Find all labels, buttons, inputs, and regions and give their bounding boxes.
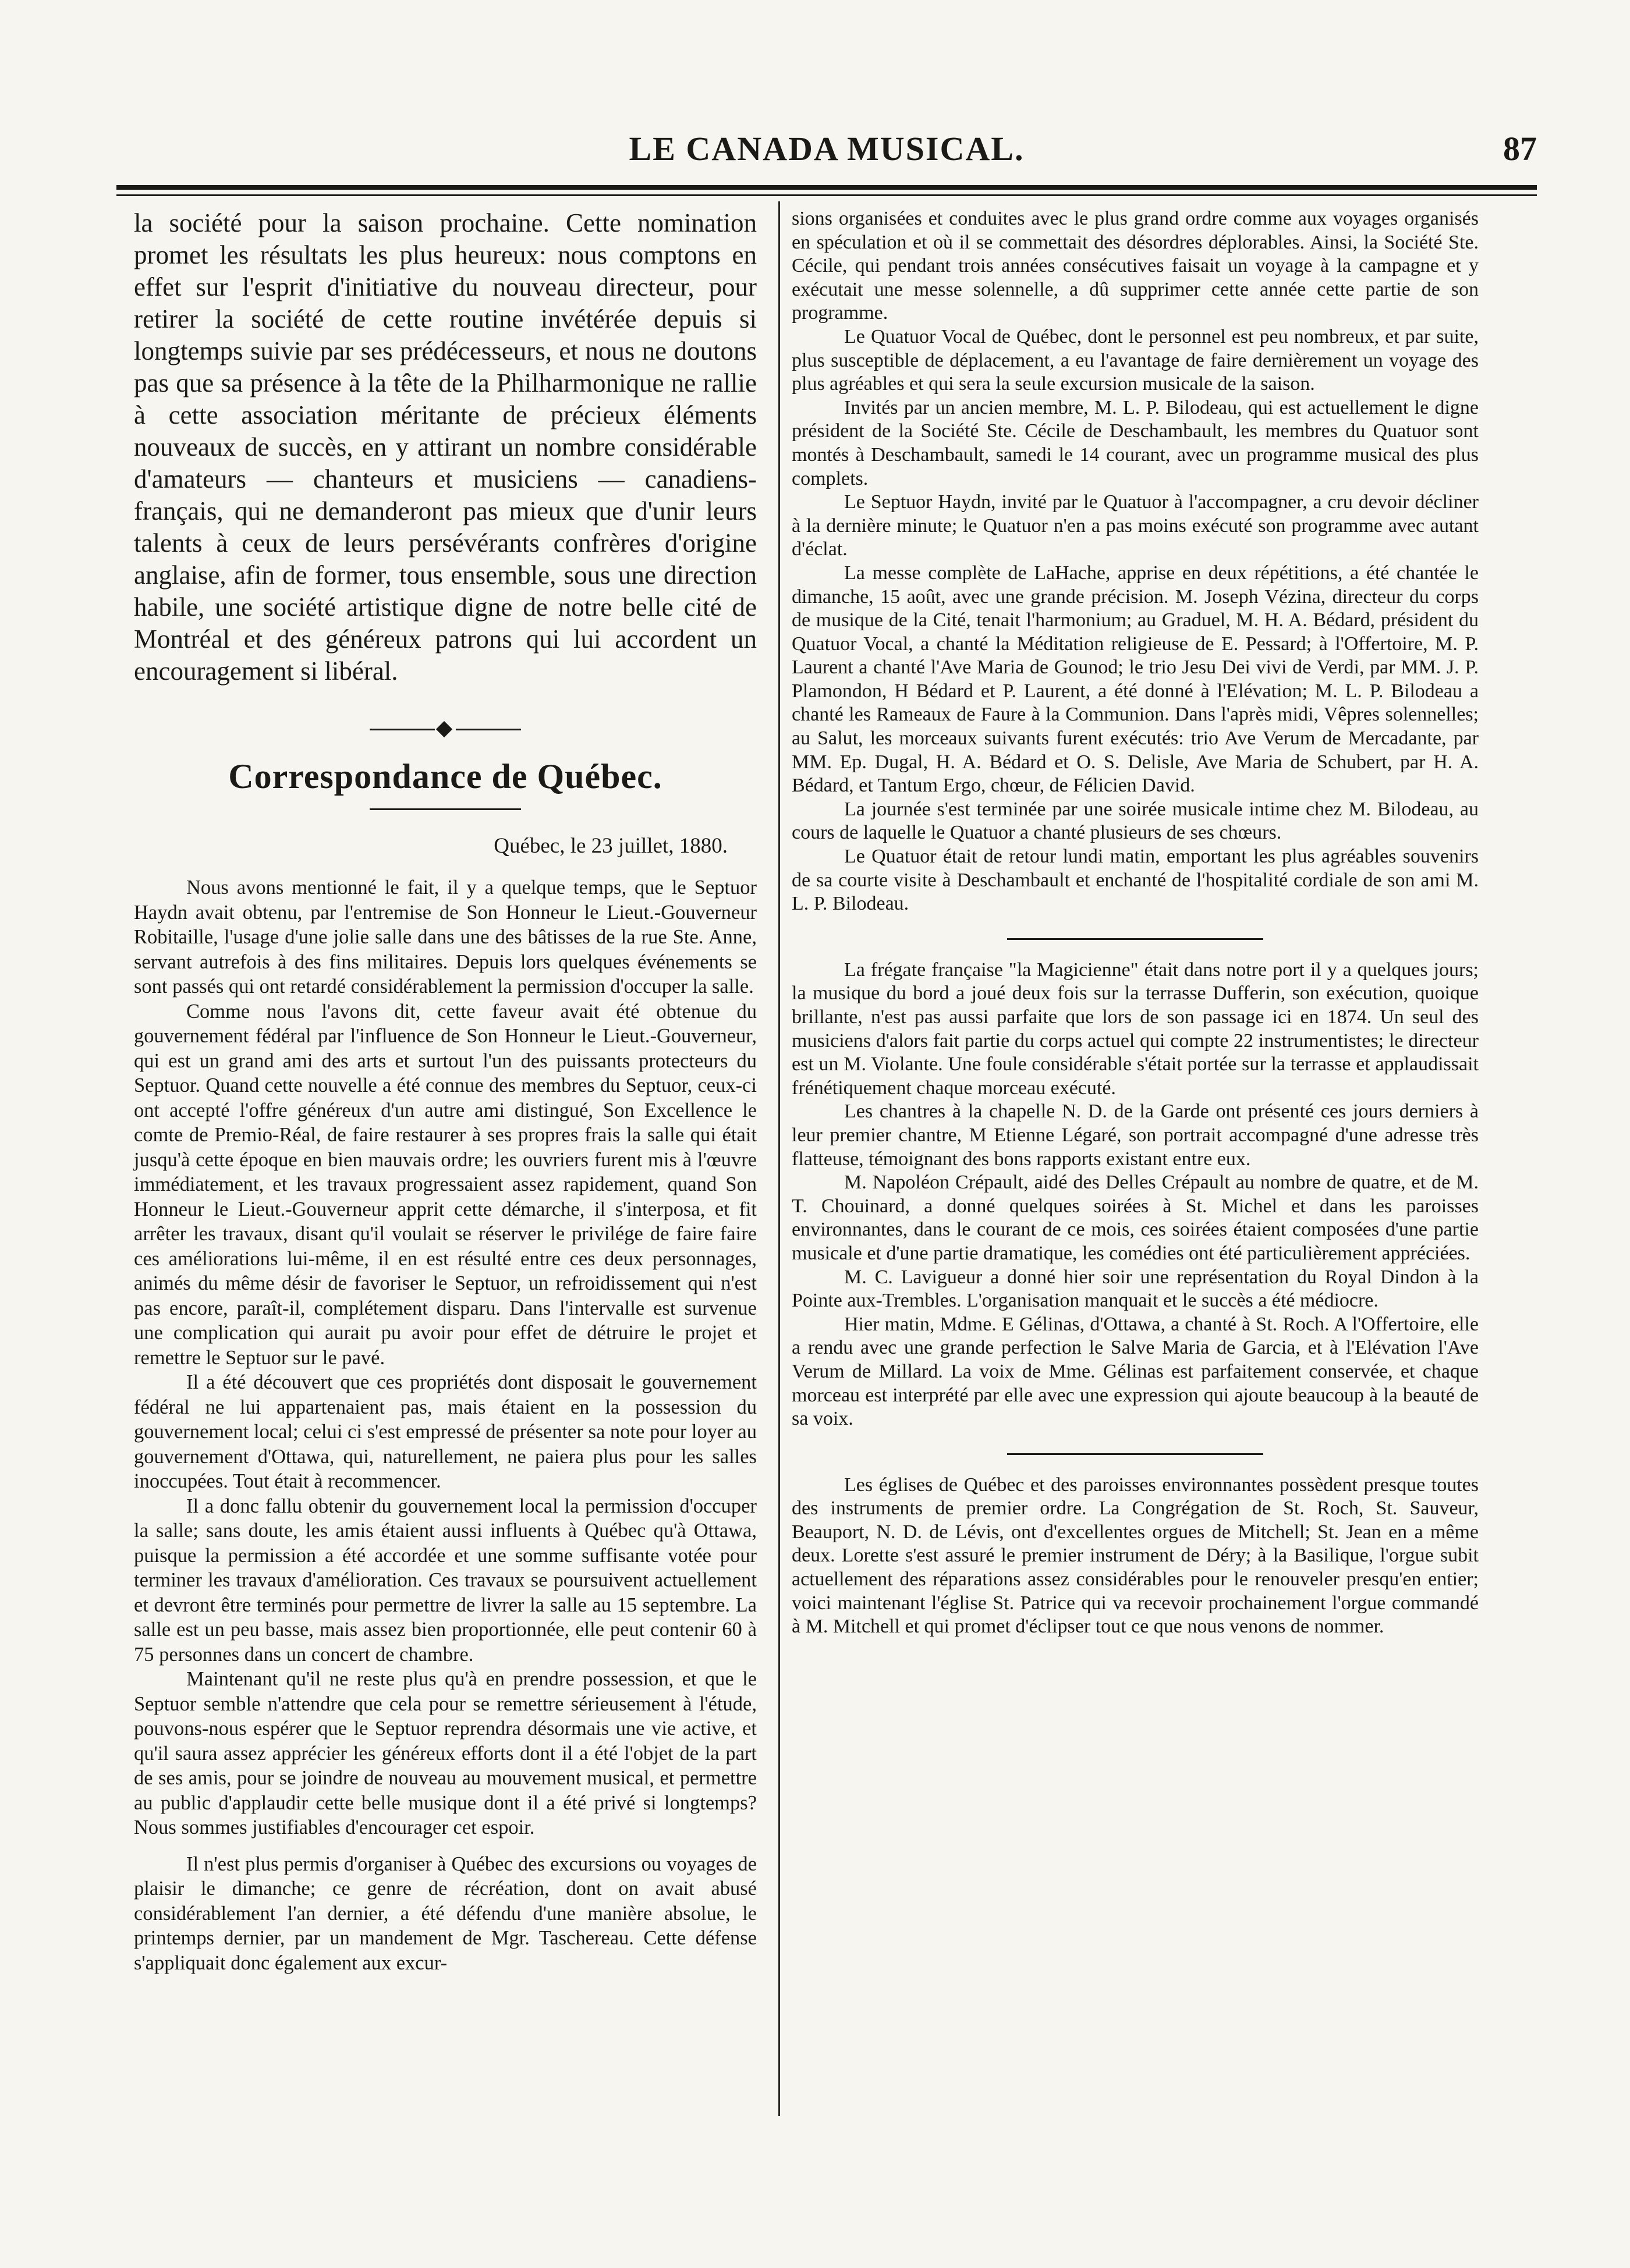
news-paragraph: La frégate française "la Magicienne" était dans notre port il y a quelques jours; la musique du bord a joué deux fois sur la terrasse Dufferin, son exécution, quoique brillante, n'est pas aussi parfaite que lors de son passage ici en 1874. Un seul des musiciens d'alors fait partie du corps actuel qui compte 22 instrumentistes; le directeur est un M. Violante. Une foule considérable s'était portée sur la terrasse et applaudissait frénétiquement chaque morceau exécuté. <box>792 959 1479 1099</box>
article-paragraph: Il a donc fallu obtenir du gouvernement local la permission d'occuper la salle; sans doute, les amis étaient aussi influents à Québec qu'à Ottawa, puisque la permission a été accordée et une somme suffisante votée pour terminer les travaux d'amélioration. Ces travaux se poursuivent actuellement et devront être terminés pour permettre de livrer la salle au 15 septembre. La salle est un peu basse, mais assez bien proportionnée, elle peut contenir 60 à 75 personnes dans un concert de chambre. <box>134 1495 757 1666</box>
article-paragraph: Le Quatuor Vocal de Québec, dont le personnel est peu nombreux, et par suite, plus susceptible de déplacement, a eu l'avantage de faire dernièrement un voyage des plus agréables et qui sera la seule excursion musicale de la saison. <box>792 325 1479 395</box>
title-rule <box>370 808 521 810</box>
running-title: LE CANADA MUSICAL. <box>629 130 1025 168</box>
page-header <box>116 129 1537 182</box>
news-paragraph: M. C. Lavigueur a donné hier soir une représentation du Royal Dindon à la Pointe aux-Trembles. L'organisation manquait et le succès a été médiocre. <box>792 1266 1479 1312</box>
article-paragraph: sions organisées et conduites avec le plus grand ordre comme aux voyages organisés en spéculation et où il se commettait des désordres déplorables. Ainsi, la Société Ste. Cécile, qui pendant trois années consécutives faisait un voyage à la campagne et y exécutait une messe solennelle, a dû supprimer cette année cette partie de son programme. <box>792 208 1479 324</box>
article-paragraph: Maintenant qu'il ne reste plus qu'à en prendre possession, et que le Septuor semble n'attendre que cela pour se remettre sérieusement à l'étude, pouvons-nous espérer que le Septuor reprendra désormais une vie active, et qu'il saura assez apprécier les généreux efforts dont il a été l'objet de la part de ses amis, pour se joindre de nouveau au mouvement musical, et permettre au public d'applaudir cette belle musique dont il a été privé si longtemps? Nous sommes justifiables d'encourager cet espoir. <box>134 1668 757 1838</box>
left-column <box>134 207 757 1975</box>
article-paragraph: La messe complète de LaHache, apprise en deux répétitions, a été chantée le dimanche, 15 août, avec une grande précision. M. Joseph Vézina, directeur du corps de musique de la Cité, tenait l'harmonium; au Graduel, M. H. A. Bédard, président du Quatuor Vocal, a chanté la Méditation religieuse de E. Pessard; à l'Offertoire, M. P. Laurent a chanté l'Ave Maria de Gounod; le trio Jesu Dei vivi de Verdi, par MM. J. P. Plamondon, H Bédard et P. Laurent, a été donné à l'Elévation; M. L. P. Bilodeau a chanté les Rameaux de Faure à la Communion. Dans l'après midi, Vêpres solennelles; au Salut, les morceaux suivants furent exécutés: trio Ave Verum de Mercadante, par MM. Ep. Dugal, H. A. Bédard et O. S. Delisle, Ave Maria de Schubert, par H. A. Bédard, et Tantum Ergo, chœur, de Félicien David. <box>792 562 1479 797</box>
section-ornament <box>370 723 521 735</box>
header-rule-thin <box>116 194 1537 196</box>
article-paragraph: Le Septuor Haydn, invité par le Quatuor à l'accompagner, a cru devoir décliner à la dernière minute; le Quatuor n'en a pas moins exécuté son programme avec autant d'éclat. <box>792 491 1479 560</box>
article-paragraph: Nous avons mentionné le fait, il y a quelque temps, que le Septuor Haydn avait obtenu, par l'entremise de Son Honneur le Lieut.-Gouverneur Robitaille, l'usage d'une jolie salle dans une des bâtisses de la rue Ste. Anne, servant autrefois à des fins militaires. Depuis lors quelques événements se sont passés qui ont retardé considérablement la permission d'occuper la salle. <box>134 876 757 998</box>
article-paragraph: Il n'est plus permis d'organiser à Québec des excursions ou voyages de plaisir le dimanche; ce genre de récréation, dont on avait abusé considérablement l'an dernier, a été défendu d'une manière absolue, le printemps dernier, par un mandement de Mgr. Taschereau. Cette défense s'appliquait donc également aux excur- <box>134 1852 757 1974</box>
right-column <box>792 207 1479 1639</box>
news-paragraph: Hier matin, Mdme. E Gélinas, d'Ottawa, a chanté à St. Roch. A l'Offertoire, elle a rendu avec une grande perfection le Salve Maria de Garcia, et à l'Elévation l'Ave Verum de Millard. La voix de Mme. Gélinas est parfaitement conservée, et chaque morceau est interprété par elle avec une expression qui ajoute beaucoup à la beauté de sa voix. <box>792 1313 1479 1430</box>
page-number: 87 <box>1503 130 1537 168</box>
article-paragraph: La journée s'est terminée par une soirée musicale intime chez M. Bilodeau, au cours de laquelle le Quatuor a chanté plusieurs de ses chœurs. <box>792 798 1479 844</box>
article-paragraph: Il a été découvert que ces propriétés dont disposait le gouvernement fédéral ne lui appartenaient pas, mais étaient en la possession du gouvernement local; celui ci s'est empressé de présenter sa note pour loyer au gouvernement d'Ottawa, qui, naturellement, ne paiera plus pour les salles inoccupées. Tout était à recommencer. <box>134 1371 757 1492</box>
news-paragraph: Les églises de Québec et des paroisses environnantes possèdent presque toutes des instruments de premier ordre. La Congrégation de St. Roch, St. Sauveur, Beauport, N. D. de Lévis, ont d'excellentes orgues de Mitchell; St. Jean en a même deux. Lorette s'est assuré le premier instrument de Déry; à la Basilique, l'orgue subit actuellement des réparations assez considérables pour le renouveler presqu'en entier; voici maintenant l'église St. Patrice qui va recevoir prochainement l'orgue commandé à M. Mitchell et qui promet d'éclipser tout ce que nous venons de nommer. <box>792 1474 1479 1638</box>
column-divider <box>778 201 780 2116</box>
section-title: Correspondance de Québec. <box>228 757 662 796</box>
news-paragraph: M. Napoléon Crépault, aidé des Delles Crépault au nombre de quatre, et de M. T. Chouinard, a donné quelques soirées à St. Michel et dans les paroisses environnantes, dans le courant de ce mois, ces soirées étaient composées d'une partie musicale et d'une partie dramatique, les comédies ont été particulièrement appréciées. <box>792 1172 1479 1264</box>
header-rule-thick <box>116 185 1537 190</box>
news-separator <box>1007 1453 1263 1455</box>
news-separator <box>1007 938 1263 940</box>
article-paragraph: Le Quatuor était de retour lundi matin, emportant les plus agréables souvenirs de sa courte visite à Deschambault et enchanté de l'hospitalité cordiale de son ami M. L. P. Bilodeau. <box>792 846 1479 915</box>
article-paragraph: Comme nous l'avons dit, cette faveur avait été obtenue du gouvernement fédéral par l'influence de Son Honneur le Lieut.-Gouverneur, qui est un grand ami des arts et surtout l'un des puissants protecteurs du Septuor. Quand cette nouvelle a été connue des membres du Septuor, ceux-ci ont accepté l'offre généreux d'un autre ami distingué, Son Excellence le comte de Premio-Réal, de faire restaurer à ses propres frais la salle qui était jusqu'à cette époque en bien mauvais ordre; les ouvriers furent mis à l'œuvre immédiatement, et les travaux progressaient assez rapidement, quand Son Honneur le Lieut.-Gouverneur apprit cette démarche, il s'interposa, et fit arrêter les travaux, disant qu'il voulait se réserver le privilége de faire faire ces améliorations lui-même, il en est résulté entre ces deux personnages, animés du même désir de favoriser le Septuor, un refroidissement qui n'est pas encore, paraît-il, complétement disparu. Dans l'intervalle est survenue une complication qui aurait pu avoir pour effet de détruire le projet et remettre le Septuor sur le pavé. <box>134 1000 757 1369</box>
lead-paragraph: la société pour la saison prochaine. Cette nomination promet les résultats les plus heureux: nous comptons en effet sur l'esprit d'initiative du nouveau directeur, pour retirer la société de cette routine invétérée depuis si longtemps suivie par ses prédécesseurs, et nous ne doutons pas que sa présence à la tête de la Philharmonique ne rallie à cette association méritante de précieux éléments nouveaux de succès, en y attirant un nombre considérable d'amateurs — chanteurs et musiciens — canadiens-français, qui ne demanderont pas mieux que d'unir leurs talents à ceux de leurs persévérants confrères d'origine anglaise, afin de former, tous ensemble, sous une direction habile, une société artistique digne de notre belle cité de Montréal et des généreux patrons qui lui accordent un encouragement si libéral. <box>134 208 757 686</box>
article-paragraph: Invités par un ancien membre, M. L. P. Bilodeau, qui est actuellement le digne président de la Société Ste. Cécile de Deschambault, les membres du Quatuor sont montés à Deschambault, samedi le 14 courant, avec un programme musical des plus complets. <box>792 396 1479 489</box>
news-paragraph: Les chantres à la chapelle N. D. de la Garde ont présenté ces jours derniers à leur premier chantre, M Etienne Légaré, son portrait accompagné d'une adresse très flatteuse, témoignant des bons rapports existant entre eux. <box>792 1101 1479 1170</box>
dateline: Québec, le 23 juillet, 1880. <box>494 834 728 858</box>
